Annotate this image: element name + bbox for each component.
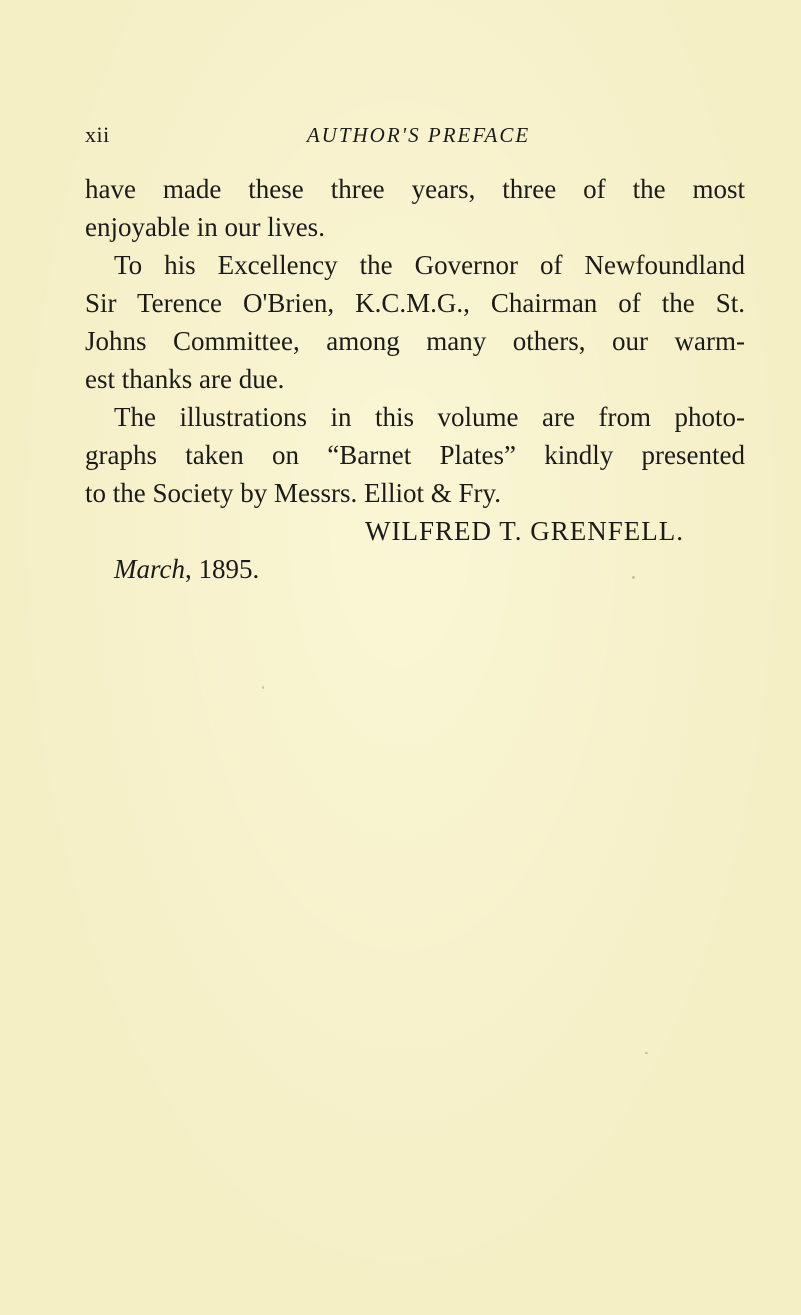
text-line: enjoyable in our lives. (85, 212, 325, 242)
text-line: Johns Committee, among many others, our warm- (85, 326, 745, 356)
dateline (114, 550, 259, 588)
text-line: The illustrations in this volume are from photo- (114, 402, 745, 432)
paper-speck (262, 686, 264, 689)
text-line: est thanks are due. (85, 364, 285, 394)
paper-speck (632, 576, 635, 579)
text-line: have made these three years, three of the most (85, 174, 745, 204)
page-header (0, 120, 801, 150)
dateline-year: , 1895. (184, 554, 260, 584)
page-number: xii (85, 122, 110, 147)
text-line: To his Excellency the Governor of Newfoundland (114, 250, 745, 280)
running-head: AUTHOR'S PREFACE (306, 123, 531, 147)
text-line: to the Society by Messrs. Elliot & Fry. (85, 478, 501, 508)
text-line: graphs taken on “Barnet Plates” kindly presented (85, 440, 745, 470)
paper-speck (645, 1052, 648, 1054)
dateline-month: March (114, 554, 185, 584)
text-line: Sir Terence O'Brien, K.C.M.G., Chairman of the St. (85, 288, 745, 318)
author-signature: WILFRED T. GRENFELL. (365, 516, 684, 546)
preface-text (85, 170, 745, 512)
